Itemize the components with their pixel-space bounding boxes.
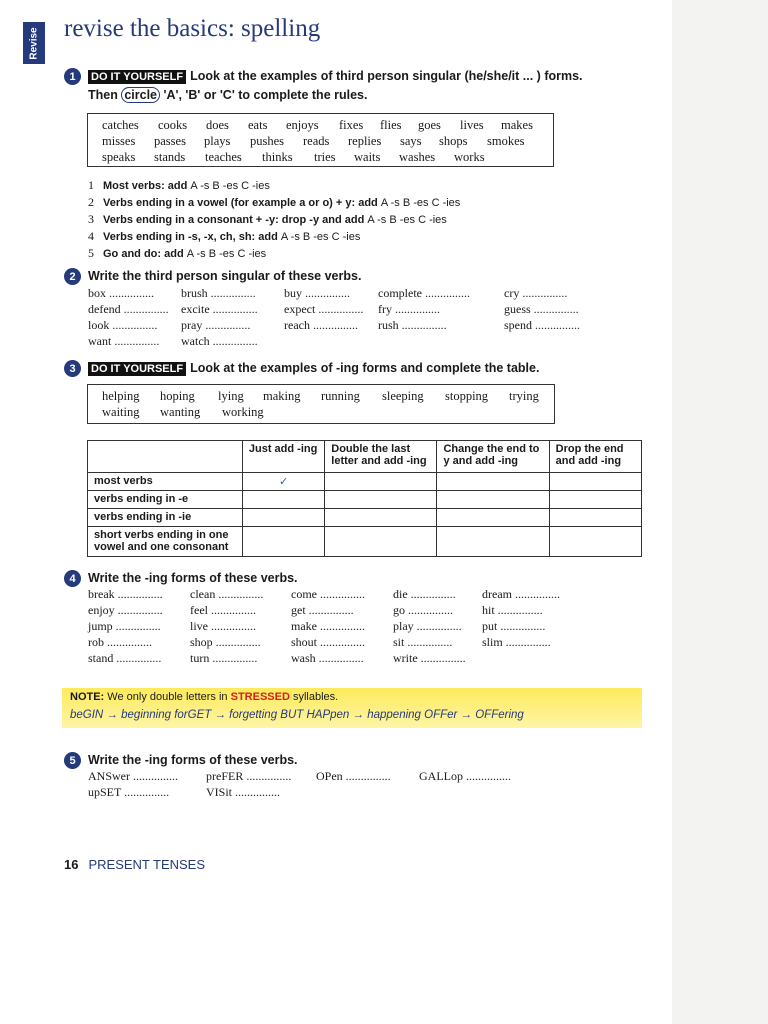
- gap-item[interactable]: fry ...............: [378, 302, 440, 316]
- gap-item[interactable]: clean ...............: [190, 587, 264, 601]
- answer-cell[interactable]: [325, 491, 437, 509]
- gap-item[interactable]: OPen ...............: [316, 769, 391, 783]
- gap-item[interactable]: come ...............: [291, 587, 365, 601]
- word-example: sleeping: [382, 389, 424, 403]
- ing-table: [87, 440, 642, 557]
- answer-cell[interactable]: [325, 509, 437, 527]
- gap-item[interactable]: stand ...............: [88, 651, 162, 665]
- gap-item[interactable]: box ...............: [88, 286, 154, 300]
- answer-cell[interactable]: [549, 473, 641, 491]
- gap-item[interactable]: break ...............: [88, 587, 163, 601]
- gap-item[interactable]: jump ...............: [88, 619, 161, 633]
- word-example: plays: [204, 134, 231, 148]
- gap-item[interactable]: slim ...............: [482, 635, 551, 649]
- rule-line: 1 Most verbs: add A -s B -es C -ies: [88, 178, 270, 192]
- rule-options[interactable]: A -s B -es C -ies: [380, 197, 461, 209]
- answer-cell[interactable]: [325, 473, 437, 491]
- gap-item[interactable]: excite ...............: [181, 302, 258, 316]
- table-row: short verbs ending in one vowel and one consonant: [88, 527, 642, 557]
- word-example: does: [206, 118, 229, 132]
- table-header-double: Double the last letter and add -ing: [325, 441, 437, 473]
- gap-item[interactable]: buy ...............: [284, 286, 350, 300]
- word-example: cooks: [158, 118, 188, 132]
- exercise-4-number: 4: [64, 570, 81, 587]
- word-example: lives: [460, 118, 484, 132]
- gap-item[interactable]: hit ...............: [482, 603, 543, 617]
- gap-item[interactable]: rob ...............: [88, 635, 152, 649]
- gap-item[interactable]: expect ...............: [284, 302, 364, 316]
- table-header-corner: [88, 441, 243, 473]
- gap-item[interactable]: upSET ...............: [88, 785, 170, 799]
- word-example: works: [454, 150, 485, 164]
- gap-item[interactable]: shout ...............: [291, 635, 366, 649]
- gap-item[interactable]: guess ...............: [504, 302, 579, 316]
- page-footer: [64, 857, 205, 872]
- do-it-yourself-badge: DO IT YOURSELF: [88, 362, 186, 376]
- rule-line: 5 Go and do: add A -s B -es C -ies: [88, 246, 267, 260]
- table-header-just-add: Just add -ing: [242, 441, 324, 473]
- gap-item[interactable]: defend ...............: [88, 302, 169, 316]
- gap-item[interactable]: ANSwer ...............: [88, 769, 178, 783]
- word-example: running: [321, 389, 360, 403]
- gap-item[interactable]: want ...............: [88, 334, 160, 348]
- gap-item[interactable]: GALLop ...............: [419, 769, 511, 783]
- word-example: trying: [509, 389, 539, 403]
- exercise-4-instruction: Write the -ing forms of these verbs.: [88, 571, 298, 585]
- rule-line: 3 Verbs ending in a consonant + -y: drop -y and add A -s B -es C -ies: [88, 212, 447, 226]
- word-example: thinks: [262, 150, 293, 164]
- circle-word: circle: [121, 87, 160, 103]
- gap-item[interactable]: put ...............: [482, 619, 546, 633]
- word-example: passes: [154, 134, 186, 148]
- word-example: enjoys: [286, 118, 319, 132]
- gap-item[interactable]: cry ...............: [504, 286, 568, 300]
- word-example: goes: [418, 118, 441, 132]
- word-example: helping: [102, 389, 140, 403]
- gap-item[interactable]: preFER ...............: [206, 769, 292, 783]
- gap-item[interactable]: watch ...............: [181, 334, 258, 348]
- answer-cell[interactable]: [549, 527, 641, 557]
- exercise-3-number: 3: [64, 360, 81, 377]
- answer-cell[interactable]: [437, 473, 549, 491]
- exercise-5-number: 5: [64, 752, 81, 769]
- word-example: working: [222, 405, 264, 419]
- rule-line: 4 Verbs ending in -s, -x, ch, sh: add A -s B -es C -ies: [88, 229, 361, 243]
- gap-item[interactable]: pray ...............: [181, 318, 251, 332]
- answer-cell[interactable]: [242, 509, 324, 527]
- word-example: hoping: [160, 389, 195, 403]
- rule-options[interactable]: A -s B -es C -ies: [186, 248, 267, 260]
- answer-cell[interactable]: [242, 491, 324, 509]
- exercise-1-word-box: [87, 113, 554, 167]
- table-header-change-y: Change the end to y and add -ing: [437, 441, 549, 473]
- answer-cell[interactable]: [437, 527, 549, 557]
- word-example: reads: [303, 134, 330, 148]
- exercise-2-instruction: Write the third person singular of these verbs.: [88, 269, 362, 283]
- exercise-2-number: 2: [64, 268, 81, 285]
- gap-item[interactable]: turn ...............: [190, 651, 258, 665]
- word-example: stopping: [445, 389, 489, 403]
- rule-options[interactable]: A -s B -es C -ies: [280, 231, 361, 243]
- word-example: flies: [380, 118, 402, 132]
- rule-options[interactable]: A -s B -es C -ies: [190, 180, 270, 192]
- note-box: NOTE: We only double letters in STRESSED syllables. beGIN → beginning forGET → forgetting BUT HAPpen → happening OFFer → OFFering: [62, 688, 642, 728]
- table-row: verbs ending in -ie: [88, 509, 642, 527]
- exercise-1-instruction: DO IT YOURSELF Look at the examples of third person singular (he/she/it ... ) forms.: [88, 69, 583, 84]
- table-header-drop-end: Drop the end and add -ing: [549, 441, 641, 473]
- word-example: tries: [314, 150, 336, 164]
- gap-item[interactable]: look ...............: [88, 318, 158, 332]
- word-example: stands: [154, 150, 186, 164]
- answer-cell[interactable]: [242, 527, 324, 557]
- gap-item[interactable]: make ...............: [291, 619, 365, 633]
- gap-item[interactable]: rush ...............: [378, 318, 447, 332]
- gap-item[interactable]: write ...............: [393, 651, 466, 665]
- exercise-3-word-box: [87, 384, 555, 424]
- gap-item[interactable]: live ...............: [190, 619, 256, 633]
- word-example: wanting: [160, 405, 201, 419]
- word-example: waiting: [102, 405, 140, 419]
- revise-side-tab: Revise: [23, 22, 45, 64]
- gap-item[interactable]: spend ...............: [504, 318, 580, 332]
- gap-item[interactable]: shop ...............: [190, 635, 261, 649]
- word-example: eats: [248, 118, 268, 132]
- rule-options[interactable]: A -s B -es C -ies: [367, 214, 447, 226]
- word-example: says: [400, 134, 422, 148]
- gap-item[interactable]: play ...............: [393, 619, 462, 633]
- word-example: smokes: [487, 134, 525, 148]
- word-example: lying: [218, 389, 244, 403]
- exercise-5-instruction: Write the -ing forms of these verbs.: [88, 753, 298, 767]
- word-example: pushes: [250, 134, 285, 148]
- word-example: catches: [102, 118, 139, 132]
- gap-item[interactable]: complete ...............: [378, 286, 470, 300]
- word-example: misses: [102, 134, 136, 148]
- table-row: verbs ending in -e: [88, 491, 642, 509]
- word-example: waits: [354, 150, 381, 164]
- tick-mark: ✓: [242, 473, 324, 491]
- word-example: makes: [501, 118, 533, 132]
- word-example: making: [263, 389, 301, 403]
- gap-item[interactable]: reach ...............: [284, 318, 358, 332]
- gap-item[interactable]: brush ...............: [181, 286, 256, 300]
- gap-item[interactable]: dream ...............: [482, 587, 560, 601]
- page-title: revise the basics: spelling: [64, 15, 321, 42]
- word-example: teaches: [205, 150, 242, 164]
- answer-cell[interactable]: [325, 527, 437, 557]
- page-number: 16: [64, 857, 79, 872]
- word-example: fixes: [339, 118, 364, 132]
- gap-item[interactable]: VISit ...............: [206, 785, 281, 799]
- gap-item[interactable]: wash ...............: [291, 651, 364, 665]
- word-example: speaks: [102, 150, 136, 164]
- do-it-yourself-badge: DO IT YOURSELF: [88, 70, 186, 84]
- rule-line: 2 Verbs ending in a vowel (for example a or o) + y: add A -s B -es C -ies: [88, 195, 461, 209]
- answer-cell[interactable]: [549, 491, 641, 509]
- answer-cell[interactable]: [437, 509, 549, 527]
- gap-item[interactable]: enjoy ...............: [88, 603, 163, 617]
- table-row: most verbs ✓: [88, 473, 642, 491]
- answer-cell[interactable]: [549, 509, 641, 527]
- gap-item[interactable]: go ...............: [393, 603, 453, 617]
- word-example: washes: [399, 150, 436, 164]
- word-example: replies: [348, 134, 382, 148]
- exercise-1-number: 1: [64, 68, 81, 85]
- exercise-1-instruction-2: Then circle 'A', 'B' or 'C' to complete the rules.: [88, 88, 368, 102]
- exercise-1-rules: [88, 177, 460, 262]
- gap-item[interactable]: get ...............: [291, 603, 354, 617]
- gap-item[interactable]: feel ...............: [190, 603, 256, 617]
- note-examples: beGIN → beginning forGET → forgetting BUT HAPpen → happening OFFer → OFFering: [70, 709, 524, 721]
- gap-item[interactable]: sit ...............: [393, 635, 453, 649]
- answer-cell[interactable]: [437, 491, 549, 509]
- exercise-3-instruction: DO IT YOURSELF Look at the examples of -ing forms and complete the table.: [88, 361, 539, 376]
- section-title: PRESENT TENSES: [88, 857, 206, 872]
- gap-item[interactable]: die ...............: [393, 587, 456, 601]
- word-example: shops: [439, 134, 468, 148]
